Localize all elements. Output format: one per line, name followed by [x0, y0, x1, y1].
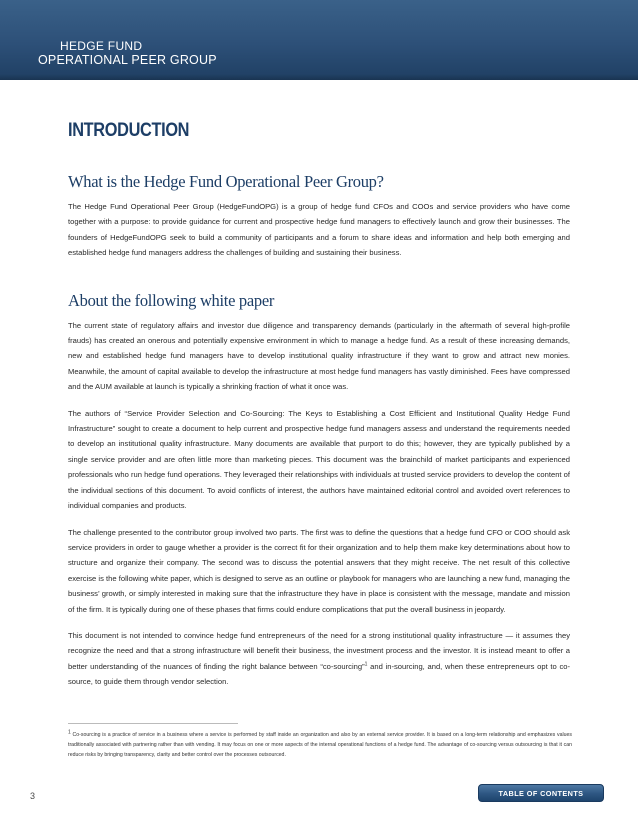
footnote	[68, 730, 572, 760]
white-paper-paragraph-4	[68, 628, 570, 690]
header-band	[0, 0, 638, 80]
hedge-fund-opg-logo	[38, 40, 217, 67]
footnote-divider	[68, 723, 238, 724]
paragraph-4-text-end: and in-sourcing, and, when these entrepreneurs opt to co-source, to guide them through vendor selection.	[68, 661, 570, 687]
footnote-text: Co-sourcing is a practice of service in a business where a service is performed by staff inside an organization and also by an external service provider. It is based on a long-term relationship and emphasizes values traditionally associated with partnering rather than with vending. It may focus on one or more aspects of the internal operational functions of a hedge fund. The advantage of co-sourcing versus outsourcing is that it can reduce risks by bringing transparency, clarity and better control over the processes outsourced.	[68, 732, 572, 758]
main-content	[68, 120, 570, 690]
footnote-marker: 1	[68, 729, 71, 736]
footnote-reference[interactable]: 1	[364, 661, 368, 668]
logo-line-2: OPERATIONAL PEER GROUP	[38, 53, 217, 67]
table-of-contents-button[interactable]: TABLE OF CONTENTS	[478, 784, 604, 802]
logo-line-1: HEDGE FUND	[60, 39, 143, 53]
paragraph-4-text: This document is not intended to convince hedge fund entrepreneurs of the need for a strong institutional quality infrastructure — it assumes they recognize the need and that a strong infrastructure will benefit their business, the investment process and the investor. It is instead meant to offer a better understanding of the nuances of finding the right balance between “co-sourcing”	[68, 630, 570, 671]
intro-paragraph: The Hedge Fund Operational Peer Group (HedgeFundOPG) is a group of hedge fund CFOs and COOs and service providers who have come together with a purpose: to provide guidance for current and prospective hedge fund managers to effectively launch and grow their businesses. The founders of HedgeFundOPG seek to build a community of participants and a forum to share ideas and information and help both emerging and established hedge fund managers address the challenges of building and sustaining their business.	[68, 202, 570, 258]
white-paper-paragraph-1: The current state of regulatory affairs and investor due diligence and transparency demands (particularly in the aftermath of several high-profile frauds) has created an onerous and potentially expensive environment in which to manage a hedge fund. As a result of these increasing demands, new and established hedge fund managers have to develop institutional quality infrastructure if they want to grow and attract new monies. Meanwhile, the amount of capital available to develop the infrastructure at most hedge fund managers has vastly diminished. Fees have compressed and the AUM available at launch is typically a shrinking fraction of what it once was.	[68, 320, 570, 392]
section-heading-about-group: What is the Hedge Fund Operational Peer Group?	[68, 172, 384, 191]
white-paper-paragraph-2: The authors of “Service Provider Selection and Co-Sourcing: The Keys to Establishing a Cost Efficient and Institutional Quality Hedge Fund Infrastructure” sought to create a document to help current and prospective hedge fund managers assess and understand the requirements needed to develop an institutional quality infrastructure. Many documents are available that purport to do this; however, they are typically published by a single service provider and are often little more than marketing pieces. This document was the brainchild of market participants and experienced professionals who run hedge fund operations. They leveraged their relationships with individuals at trusted service providers to develop the content of the individual sections of this document. To avoid conflicts of interest, the authors have maintained editorial control and avoided overt references to individual companies and products.	[68, 408, 570, 511]
white-paper-paragraph-3: The challenge presented to the contributor group involved two parts. The first was to define the questions that a hedge fund CFO or COO should ask service providers in order to gauge whether a provider is the correct fit for their organization and to help them make key determinations about how to structure and organize their company. The second was to discuss the potential answers that they might receive. The net result of this collective exercise is the following white paper, which is designed to serve as an outline or playbook for managers who are launching a new fund, managing the business’ growth, or simply interested in making sure that the infrastructure they have in place is consistent with the message, mandate and mission of the firm. It is typically during one of these phases that firms could endure complications that put the overall business in jeopardy.	[68, 527, 570, 614]
page-title: INTRODUCTION	[68, 120, 190, 141]
section-heading-white-paper: About the following white paper	[68, 290, 275, 310]
page-number: 3	[30, 791, 36, 801]
